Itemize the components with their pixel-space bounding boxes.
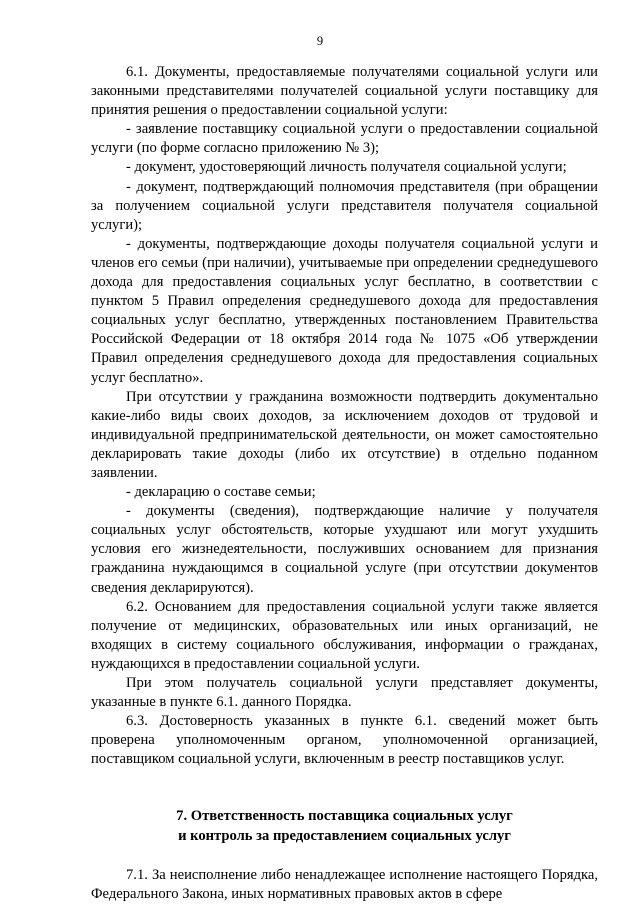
page-number: 9 bbox=[316, 34, 324, 48]
spacer bbox=[91, 769, 598, 807]
list-item-application: - заявление поставщику социальной услуги о предоставлении социальной услуги (по форме согласно приложению № 3); bbox=[91, 121, 598, 157]
section-heading-7-line-2: и контроль за предоставлением социальных услуг bbox=[178, 827, 511, 844]
paragraph-7-1: 7.1. За неисполнение либо ненадлежащее исполнение настоящего Порядка, Федерального Закона, иных нормативных правовых актов в сфере bbox=[91, 866, 598, 902]
paragraph-6-1: 6.1. Документы, предоставляемые получателями социальной услуги или законными представителями получателей социальной услуги поставщику для принятия решения о предоставлении социальной услуги: bbox=[91, 64, 598, 119]
list-item-family-declaration: - декларацию о составе семьи; bbox=[126, 484, 316, 501]
list-item-income-documents: - документы, подтверждающие доходы получателя социальной услуги и членов его семьи (при наличии), учитываемые при определении среднедушевого дохода для предоставления социальных услуг бесплатно, в соответствии с пунктом 5 Правил определения среднедушевого дохода для предоставления социальных услуг бесплатно, утвержденных постановлением Правительства Российской Федерации от 18 октября 2014 года № 1075 «Об утверждении Правил определения среднедушевого дохода для предоставления социальных услуг бесплатно». bbox=[91, 235, 598, 386]
list-item-circumstances-documents: - документы (сведения), подтверждающие наличие у получателя социальных услуг обстоятельств, которые ухудшают или могут ухудшить условия его жизнедеятельности, послуживших основанием для признания гражданина нуждающимся в социальной услуге (при отсутствии документов сведения декларируются). bbox=[91, 503, 598, 596]
list-item-representative-authority: - документ, подтверждающий полномочия представителя (при обращении за получением социальной услуги представителя получателя социальной услуги); bbox=[91, 178, 598, 233]
document-body bbox=[91, 63, 598, 904]
section-heading-7-line-1: 7. Ответственность поставщика социальных услуг bbox=[176, 808, 513, 825]
list-item-identity-document: - документ, удостоверяющий личность получателя социальной услуги; bbox=[126, 159, 567, 176]
paragraph-income-declaration: При отсутствии у гражданина возможности подтвердить документально какие-либо виды своих доходов, за исключением доходов от трудовой и индивидуальной предпринимательской деятельности, он может самостоятельно декларировать такие доходы (либо их отсутствие) в отдельно поданном заявлении. bbox=[91, 388, 598, 481]
spacer bbox=[91, 846, 598, 866]
paragraph-documents-note: При этом получатель социальной услуги представляет документы, указанные в пункте 6.1. данного Порядка. bbox=[91, 675, 598, 711]
paragraph-6-3: 6.3. Достоверность указанных в пункте 6.1. сведений может быть проверена уполномоченным органом, уполномоченной организацией, поставщиком социальной услуги, включенным в реестр поставщиков услуг. bbox=[91, 713, 598, 768]
paragraph-6-2: 6.2. Основанием для предоставления социальной услуги также является получение от медицинских, образовательных или иных организаций, не входящих в систему социального обслуживания, информации о гражданах, нуждающихся в предоставлении социальной услуги. bbox=[91, 598, 598, 672]
